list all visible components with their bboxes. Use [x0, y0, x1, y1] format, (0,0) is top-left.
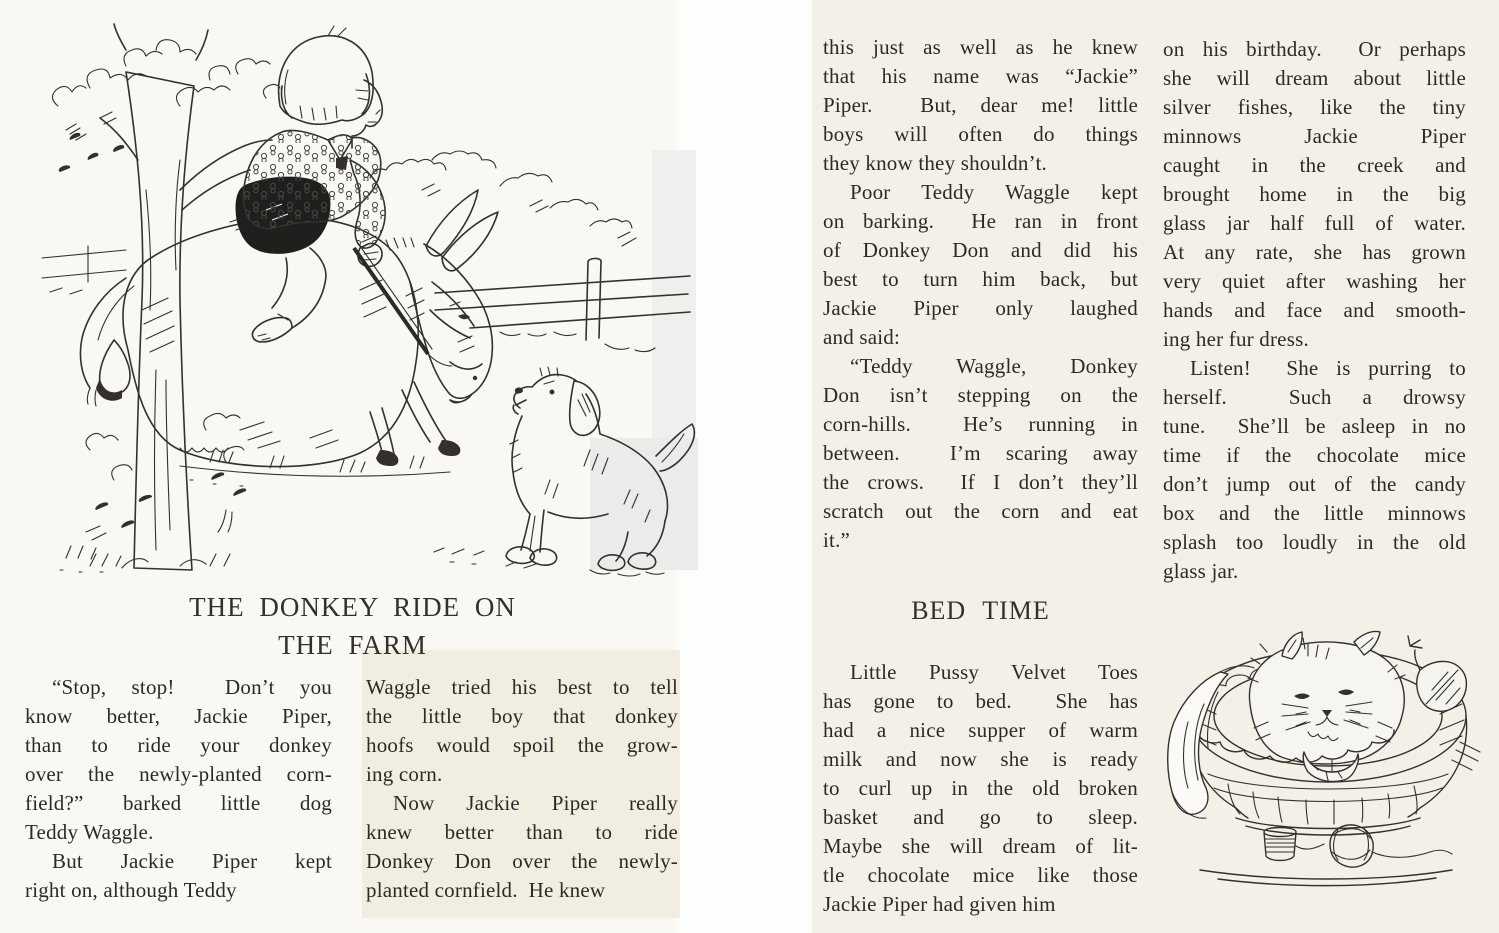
text-line: caught in the creek and [1163, 153, 1466, 177]
puppy [506, 367, 694, 570]
text-line: has gone to bed. She has [823, 689, 1138, 713]
text-line: she will dream about little [1163, 66, 1466, 90]
foliage [52, 40, 280, 172]
text-line: Donkey Don over the newly- [366, 849, 678, 873]
text-line: brought home in the big [1163, 182, 1466, 206]
donkey-ride-illustration [30, 10, 698, 582]
right-column-1-top [823, 33, 1138, 555]
text-line: silver fishes, like the tiny [1163, 95, 1466, 119]
text-line: herself. Such a drowsy [1163, 385, 1466, 409]
text-line: glass jar. [1163, 559, 1239, 583]
text-line: At any rate, she has grown [1163, 240, 1466, 264]
text-line: ing her fur dress. [1163, 327, 1309, 351]
text-line: boys will often do things [823, 122, 1138, 146]
text-line: glass jar half full of water. [1163, 211, 1466, 235]
text-line: Little Pussy Velvet Toes [850, 660, 1138, 684]
ground-line [1200, 870, 1452, 886]
left-column-1 [25, 673, 332, 905]
text-line: tle chocolate mice like those [823, 863, 1138, 887]
bedtime-heading: BED TIME [911, 596, 1050, 625]
left-column-2 [366, 673, 678, 905]
text-line: on barking. He ran in front [823, 209, 1138, 233]
text-line: Maybe she will dream of lit- [823, 834, 1138, 858]
text-line: planted cornfield. He knew [366, 878, 606, 902]
text-line: Poor Teddy Waggle kept [850, 180, 1138, 204]
text-line: But Jackie Piper kept [52, 849, 332, 873]
story-title [25, 588, 680, 664]
text-line: Teddy Waggle. [25, 820, 154, 844]
text-line: of Donkey Don and did his [823, 238, 1138, 262]
text-line: “Stop, stop! Don’t you [52, 675, 332, 699]
text-line: field?” barked little dog [25, 791, 332, 815]
thread-spool [1264, 828, 1324, 861]
text-line: corn-hills. He’s running in [823, 412, 1138, 436]
text-line: that his name was “Jackie” [823, 64, 1138, 88]
kitten-in-basket-illustration [1158, 612, 1488, 922]
text-line: the crows. If I don’t they’ll [823, 470, 1138, 494]
text-line: time if the chocolate mice [1163, 443, 1466, 467]
text-line: the little boy that donkey [366, 704, 678, 728]
text-line: splash too loudly in the old [1163, 530, 1466, 554]
grass [60, 450, 664, 576]
text-line: between. I’m scaring away [823, 441, 1138, 465]
yarn-ball [1330, 825, 1452, 867]
text-line: best to turn him back, but [823, 267, 1138, 291]
text-line: “Teddy Waggle, Donkey [850, 354, 1138, 378]
bushes [370, 151, 636, 246]
kitten [1248, 631, 1405, 764]
text-line: tune. She’ll be asleep in no [1163, 414, 1466, 438]
tree [86, 24, 272, 570]
text-line: right on, although Teddy [25, 878, 237, 902]
text-line: Waggle tried his best to tell [366, 675, 678, 699]
text-line: basket and go to sleep. [823, 805, 1138, 829]
text-line: scratch out the corn and eat [823, 499, 1138, 523]
text-line: they know they shouldn’t. [823, 151, 1047, 175]
text-line: to curl up in the old broken [823, 776, 1138, 800]
text-line: Listen! She is purring to [1190, 356, 1466, 380]
text-line: this just as well as he knew [823, 35, 1138, 59]
leaf [1408, 636, 1466, 711]
text-line: over the newly-planted corn- [25, 762, 332, 786]
text-line: hands and face and smooth- [1163, 298, 1466, 322]
text-line: it.” [823, 528, 851, 552]
story-title-line2: THE FARM [278, 630, 427, 660]
story-title-line1: THE DONKEY RIDE ON [189, 592, 516, 622]
text-line: had a nice supper of warm [823, 718, 1138, 742]
text-line: minnows Jackie Piper [1163, 124, 1466, 148]
text-line: and said: [823, 325, 901, 349]
text-line: ing corn. [366, 762, 443, 786]
text-line: Jackie Piper only laughed [823, 296, 1138, 320]
text-line: Piper. But, dear me! little [823, 93, 1138, 117]
text-line: hoofs would spoil the grow- [366, 733, 678, 757]
text-line: milk and now she is ready [823, 747, 1138, 771]
text-line: on his birthday. Or perhaps [1163, 37, 1466, 61]
text-line: Jackie Piper had given him [823, 892, 1056, 916]
right-column-1-bottom [823, 658, 1138, 919]
right-column-2 [1163, 35, 1466, 586]
text-line: don’t jump out of the candy [1163, 472, 1466, 496]
text-line: Don isn’t stepping on the [823, 383, 1138, 407]
text-line: Now Jackie Piper really [393, 791, 678, 815]
text-line: than to ride your donkey [25, 733, 332, 757]
text-line: knew better than to ride [366, 820, 678, 844]
text-line: box and the little minnows [1163, 501, 1466, 525]
text-line: know better, Jackie Piper, [25, 704, 332, 728]
text-line: very quiet after washing her [1163, 269, 1466, 293]
